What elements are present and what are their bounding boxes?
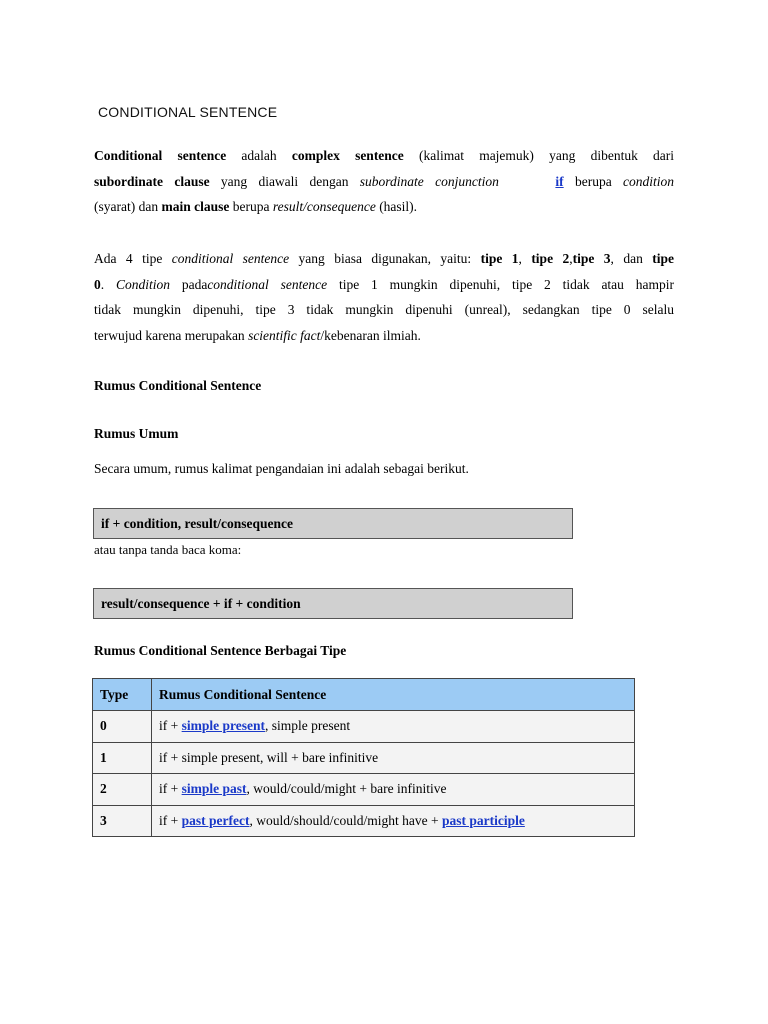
- umum-description: Secara umum, rumus kalimat pengandaian ini adalah sebagai berikut.: [94, 461, 469, 476]
- row-type: 3: [93, 805, 152, 837]
- term-complex: complex: [291, 148, 340, 163]
- term-conditional: Conditional: [94, 148, 163, 163]
- term-subordinate-clause: subordinate clause: [94, 173, 210, 189]
- header-type: Type: [93, 679, 152, 711]
- row-formula: [152, 805, 635, 837]
- text-diawali: yang diawali dengan: [220, 173, 349, 189]
- past-perfect-link[interactable]: past perfect: [181, 812, 250, 828]
- formula-box-1: if + condition, result/consequence: [93, 508, 573, 539]
- text-comma-1: ,: [518, 251, 532, 266]
- formula-text: , would/could/might + bare infinitive: [246, 781, 447, 797]
- text-syarat: (syarat) dan: [94, 199, 162, 214]
- row-formula: [152, 711, 635, 743]
- text-berupa-2: berupa: [229, 199, 273, 214]
- table-row: [93, 805, 635, 837]
- past-participle-link[interactable]: past participle: [441, 812, 525, 828]
- term-tipe-3: tipe 3: [572, 251, 611, 266]
- types-line-3: tidak mungkin dipenuhi, tipe 3 tidak mungkin dipenuhi (unreal), sedangkan tipe 0 selalu: [94, 302, 674, 317]
- formula-text: if +: [159, 718, 182, 734]
- term-scientific-fact: scientific fact: [248, 327, 321, 343]
- intro-paragraph: [94, 143, 674, 220]
- term-sentence-2: sentence: [355, 148, 404, 163]
- term-conditional-sentence-2: conditional sentence: [207, 276, 328, 292]
- formula-box-2: result/consequence + if + condition: [93, 588, 573, 619]
- term-tipe-0b: 0: [94, 276, 101, 292]
- simple-present-link[interactable]: simple present: [181, 718, 265, 734]
- term-result-consequence: result/consequence: [272, 199, 376, 214]
- header-rumus: Rumus Conditional Sentence: [152, 679, 635, 711]
- row-type: 2: [93, 774, 152, 806]
- table-header-row: [93, 679, 635, 711]
- term-condition-2: Condition: [115, 276, 170, 292]
- formula-text: if +: [159, 812, 182, 828]
- table-row: [93, 742, 635, 774]
- table-row: [93, 774, 635, 806]
- text-dari: dari: [653, 148, 675, 163]
- formula-text: , simple present: [265, 718, 351, 734]
- term-sentence: sentence: [177, 148, 227, 163]
- intro-line-2: [94, 169, 674, 195]
- heading-berbagai-tipe: Rumus Conditional Sentence Berbagai Tipe: [94, 643, 347, 658]
- term-tipe-0a: tipe: [652, 251, 674, 266]
- heading-rumus-umum: Rumus Umum: [94, 426, 179, 441]
- heading-rumus-conditional: Rumus Conditional Sentence: [94, 378, 262, 393]
- intro-line-3: [94, 194, 674, 220]
- text-kebenaran: /kebenaran ilmiah.: [320, 327, 421, 343]
- types-paragraph: [94, 246, 674, 348]
- text-adalah: adalah: [241, 148, 277, 163]
- formula-text: if +: [159, 781, 182, 797]
- formula-text: if + simple present, will + bare infinitive: [159, 749, 379, 765]
- text-period: .: [100, 276, 116, 292]
- text-hasil: (hasil).: [375, 199, 418, 214]
- term-tipe-2: tipe 2: [531, 251, 570, 266]
- term-tipe-1: tipe 1: [480, 251, 519, 266]
- document-title: CONDITIONAL SENTENCE: [98, 104, 278, 120]
- table-row: [93, 711, 635, 743]
- row-type: 1: [93, 742, 152, 774]
- term-condition: condition: [623, 173, 675, 189]
- text-majemuk: majemuk): [479, 148, 534, 163]
- types-line-1: [94, 246, 674, 272]
- text-dibentuk: dibentuk: [590, 148, 638, 163]
- text-terwujud: terwujud karena merupakan: [94, 327, 249, 343]
- term-main-clause: main clause: [161, 199, 230, 214]
- text-dan: , dan: [610, 251, 653, 266]
- term-conditional-sentence: conditional sentence: [171, 251, 290, 266]
- text-tipe-1-mungkin: tipe 1 mungkin dipenuhi, tipe 2 tidak atau hampir: [327, 276, 675, 292]
- formula-note: atau tanpa tanda baca koma:: [94, 542, 242, 557]
- types-line-4: [94, 323, 674, 349]
- text-pada: pada: [169, 276, 208, 292]
- text-berupa: berupa: [574, 173, 612, 189]
- intro-line-1: [94, 143, 674, 169]
- row-formula: [152, 742, 635, 774]
- types-line-2: [94, 272, 674, 298]
- row-formula: [152, 774, 635, 806]
- text-ada-4-tipe: Ada 4 tipe: [94, 251, 172, 266]
- formula-text: , would/should/could/might have +: [249, 812, 442, 828]
- simple-past-link[interactable]: simple past: [181, 781, 247, 797]
- text-comma-2: ,: [569, 251, 573, 266]
- if-link[interactable]: if: [555, 173, 564, 189]
- text-yaitu: yang biasa digunakan, yaitu:: [289, 251, 481, 266]
- text-yang: yang: [549, 148, 576, 163]
- term-subordinate-conjunction: subordinate conjunction: [359, 173, 499, 189]
- row-type: 0: [93, 711, 152, 743]
- text-kalimat: (kalimat: [419, 148, 464, 163]
- formula-table: [92, 678, 635, 837]
